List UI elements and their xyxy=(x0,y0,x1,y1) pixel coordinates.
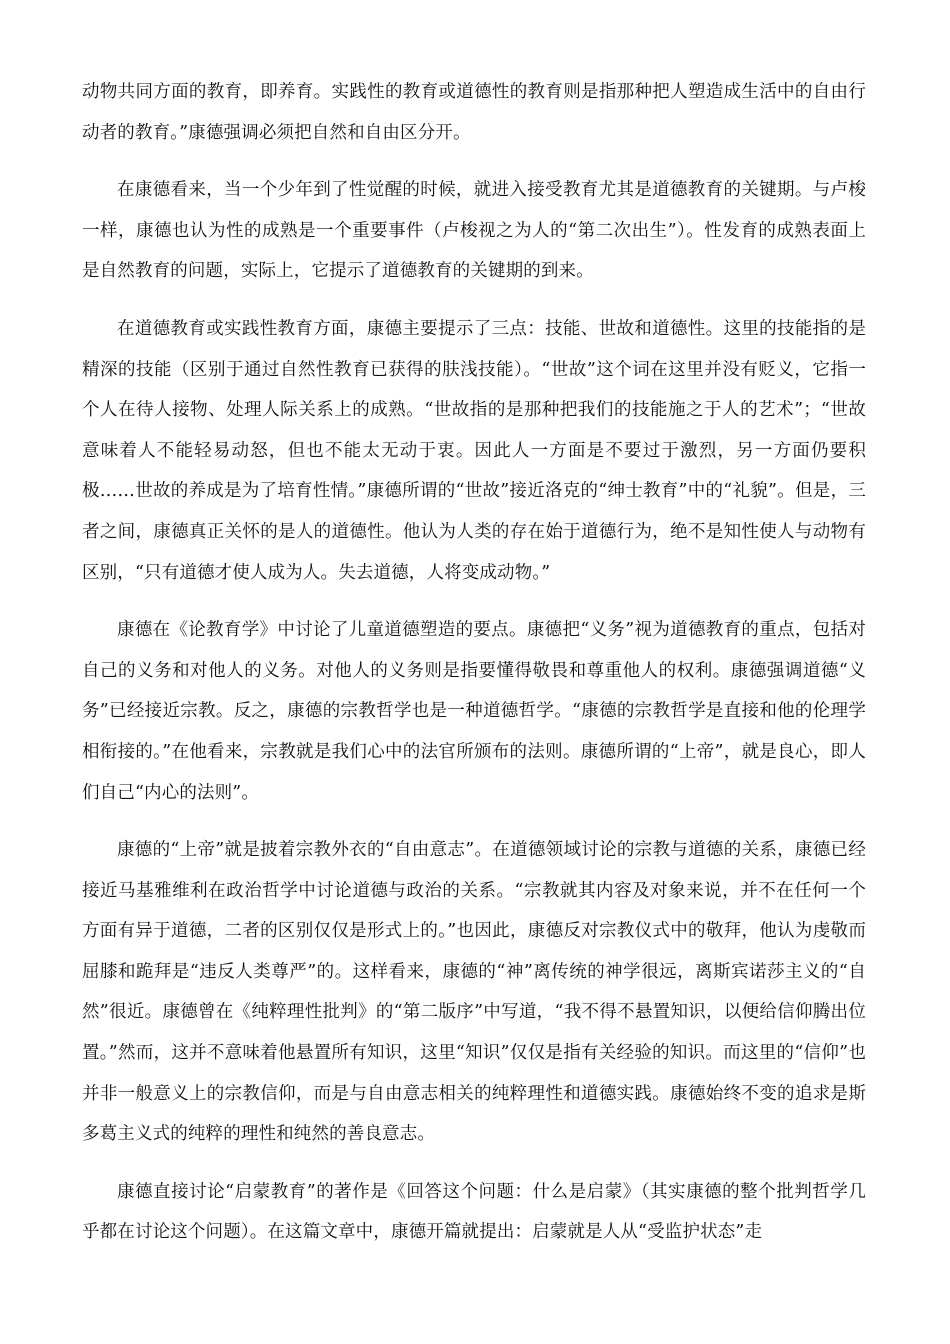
paragraph: 康德在《论教育学》中讨论了儿童道德塑造的要点。康德把“义务”视为道德教育的重点，包括对自己的义务和对他人的义务。对他人的义务则是指要懂得敬畏和尊重他人的权利。康德强调道德“义务”已经接近宗教。反之，康德的宗教哲学也是一种道德哲学。“康德的宗教哲学是直接和他的伦理学相衔接的。”在他看来，宗教就是我们心中的法官所颁布的法则。康德所谓的“上帝”，就是良心，即人们自己“内心的法则”。 xyxy=(82,620,866,803)
paragraph: 康德的“上帝”就是披着宗教外衣的“自由意志”。在道德领域讨论的宗教与道德的关系，康德已经接近马基雅维利在政治哲学中讨论道德与政治的关系。“宗教就其内容及对象来说，并不在任何一个方面有异于道德，二者的区别仅仅是形式上的。”也因此，康德反对宗教仪式中的敬拜，他认为虔敬而屈膝和跪拜是“违反人类尊严”的。这样看来，康德的“神”离传统的神学很远，离斯宾诺莎主义的“自然”很近。康德曾在《纯粹理性批判》的“第二版序”中写道，“我不得不悬置知识，以便给信仰腾出位置。”然而，这并不意味着他悬置所有知识，这里“知识”仅仅是指有关经验的知识。而这里的“信仰”也并非一般意义上的宗教信仰，而是与自由意志相关的纯粹理性和道德实践。康德始终不变的追求是斯多葛主义式的纯粹的理性和纯然的善良意志。 xyxy=(82,840,866,1145)
paragraph: 在道德教育或实践性教育方面，康德主要提示了三点：技能、世故和道德性。这里的技能指的是精深的技能（区别于通过自然性教育已获得的肤浅技能）。“世故”这个词在这里并没有贬义，它指一个人在待人接物、处理人际关系上的成熟。“世故指的是那种把我们的技能施之于人的艺术”；“世故意味着人不能轻易动怒，但也不能太无动于衷。因此人一方面是不要过于激烈，另一方面仍要积极……世故的养成是为了培育性情。”康德所谓的“世故”接近洛克的“绅士教育”中的“礼貌”。但是，三者之间，康德真正关怀的是人的道德性。他认为人类的存在始于道德行为，绝不是知性使人与动物有区别，“只有道德才使人成为人。失去道德，人将变成动物。” xyxy=(82,318,866,583)
paragraph-continued: 动物共同方面的教育，即养育。实践性的教育或道德性的教育则是指那种把人塑造成生活中的自由行动者的教育。”康德强调必须把自然和自由区分开。 xyxy=(82,82,866,143)
paragraph: 康德直接讨论“启蒙教育”的著作是《回答这个问题：什么是启蒙》（其实康德的整个批判哲学几乎都在讨论这个问题）。在这篇文章中，康德开篇就提出：启蒙就是人从“受监护状态”走 xyxy=(82,1181,866,1243)
paragraph: 在康德看来，当一个少年到了性觉醒的时候，就进入接受教育尤其是道德教育的关键期。与卢梭一样，康德也认为性的成熟是一个重要事件（卢梭视之为人的“第二次出生”）。性发育的成熟表面上是自然教育的问题，实际上，它提示了道德教育的关键期的到来。 xyxy=(82,180,866,282)
body-text xyxy=(82,72,866,1270)
